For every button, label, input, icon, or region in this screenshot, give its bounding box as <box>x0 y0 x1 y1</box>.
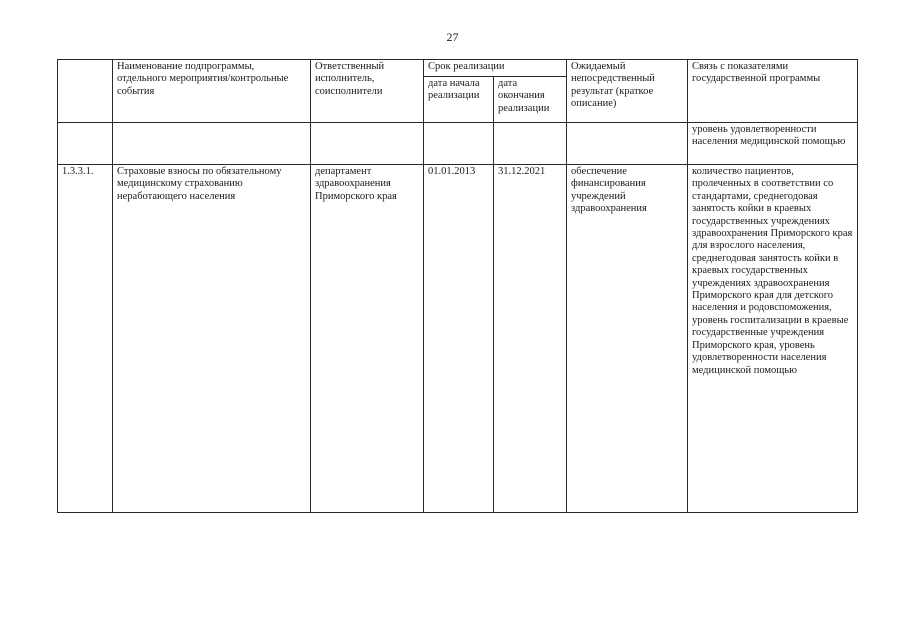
header-end-date: дата окончания реализации <box>494 77 567 123</box>
cell-end-date: 31.12.2021 <box>494 165 567 513</box>
header-expected-result: Ожидаемый непосредственный результат (краткое описание) <box>567 60 688 123</box>
cell-start-date: 01.01.2013 <box>424 165 494 513</box>
header-period: Срок реализации <box>424 60 567 77</box>
cell-number <box>58 123 113 165</box>
header-number <box>58 60 113 123</box>
cell-indicator-link: уровень удовлетворенности населения медицинской помощью <box>688 123 858 165</box>
cell-expected-result <box>567 123 688 165</box>
header-name: Наименование подпрограммы, отдельного мероприятия/контрольные события <box>113 60 311 123</box>
cell-responsible: департамент здравоохранения Приморского края <box>311 165 424 513</box>
cell-expected-result: обеспечение финансирования учреждений здравоохранения <box>567 165 688 513</box>
cell-end-date <box>494 123 567 165</box>
cell-name <box>113 123 311 165</box>
header-indicator-link: Связь с показателями государственной программы <box>688 60 858 123</box>
program-activities-table <box>57 59 858 513</box>
cell-start-date <box>424 123 494 165</box>
header-start-date: дата начала реализации <box>424 77 494 123</box>
page-number: 27 <box>446 30 459 44</box>
table-row <box>58 165 858 513</box>
cell-number: 1.3.3.1. <box>58 165 113 513</box>
cell-indicator-link: количество пациентов, пролеченных в соответствии со стандартами, среднегодовая занятость койки в краевых государственных учреждениях здравоохранения Приморского края для взрослого населения, среднегодовая занятость койки в краевых государственных учреждениях здравоохранения Приморского края для детского населения и родовспоможения, уровень госпитализации в краевые государственные учреждения Приморского края, уровень удовлетворенности населения медицинской помощью <box>688 165 858 513</box>
table-row-continuation <box>58 123 858 165</box>
cell-name: Страховые взносы по обязательному медицинскому страхованию неработающего населения <box>113 165 311 513</box>
header-responsible: Ответственный исполнитель, соисполнители <box>311 60 424 123</box>
table-header-row <box>58 60 858 77</box>
cell-responsible <box>311 123 424 165</box>
